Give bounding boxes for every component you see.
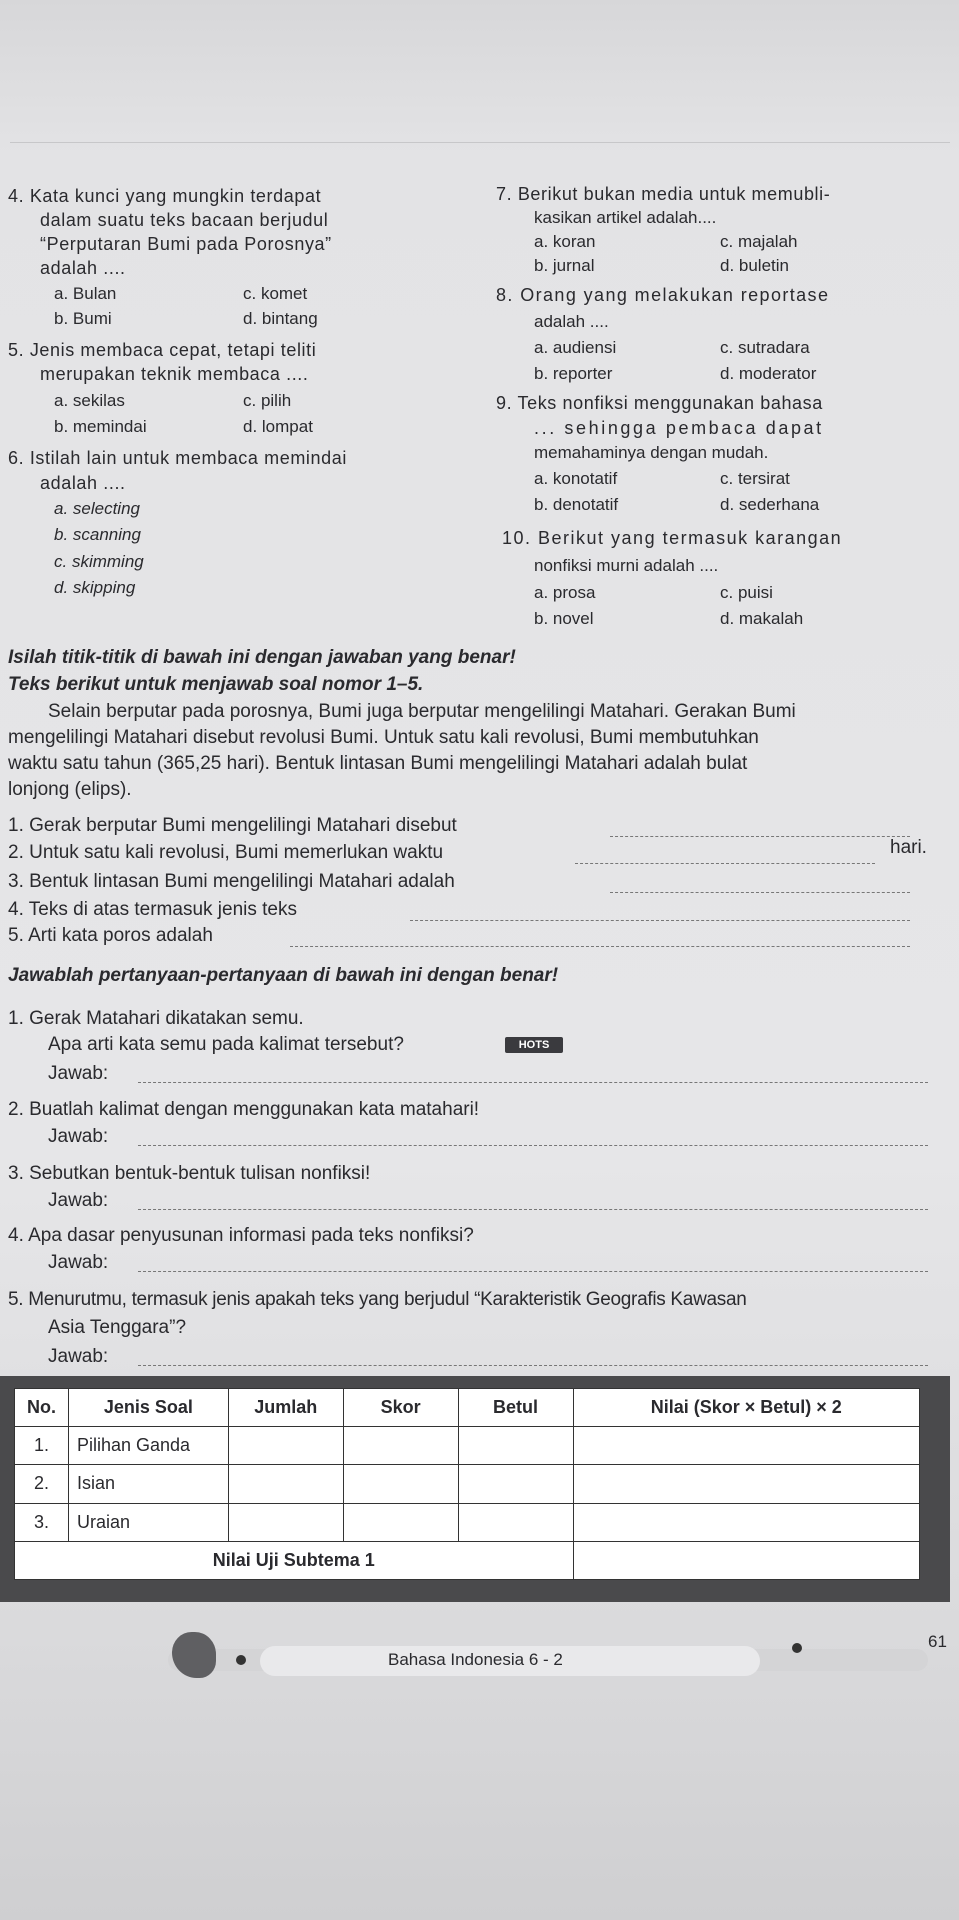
table-row <box>15 1427 920 1465</box>
page-number: 61 <box>928 1632 947 1651</box>
essay-q1-jawab-label: Jawab: <box>48 1063 109 1084</box>
q4-option-d[interactable]: d. bintang <box>243 309 318 328</box>
header-skor: Skor <box>343 1389 458 1427</box>
q10-option-d[interactable]: d. makalah <box>720 609 804 628</box>
row-2-nilai-cell[interactable] <box>573 1465 920 1503</box>
q8-option-a[interactable]: a. audiensi <box>534 338 617 357</box>
q5-line-1: 5. Jenis membaca cepat, tetapi teliti <box>8 340 317 360</box>
q4-option-a[interactable]: a. Bulan <box>54 284 117 303</box>
q7-option-a[interactable]: a. koran <box>534 232 596 251</box>
q9-line-2: ... sehingga pembaca dapat <box>534 418 824 438</box>
essay-q1-line-2: Apa arti kata semu pada kalimat tersebut? <box>48 1034 404 1055</box>
q6-option-c[interactable]: c. skimming <box>54 552 144 571</box>
q8-line-1: 8. Orang yang melakukan reportase <box>496 285 830 305</box>
essay-q1-line-1: 1. Gerak Matahari dikatakan semu. <box>8 1008 304 1029</box>
header-nilai: Nilai (Skor × Betul) × 2 <box>573 1389 920 1427</box>
q4-line-3: “Perputaran Bumi pada Porosnya” <box>40 234 332 254</box>
q9-line-1: 9. Teks nonfiksi menggunakan bahasa <box>496 393 823 413</box>
row-3-jenis: Uraian <box>68 1503 228 1541</box>
row-3-no: 3. <box>15 1503 69 1541</box>
fill-section-subheader: Teks berikut untuk menjawab soal nomor 1–5. <box>8 674 424 695</box>
q4-line-2: dalam suatu teks bacaan berjudul <box>40 210 329 230</box>
fill-item-5-answer-line[interactable] <box>290 946 910 947</box>
fill-item-3-answer-line[interactable] <box>610 892 910 893</box>
score-table-header-row <box>15 1389 920 1427</box>
q7-option-c[interactable]: c. majalah <box>720 232 798 251</box>
table-row <box>15 1465 920 1503</box>
fill-item-2-suffix: hari. <box>890 837 927 858</box>
q9-option-d[interactable]: d. sederhana <box>720 495 820 514</box>
q8-line-2: adalah .... <box>534 312 609 331</box>
essay-q5-jawab-label: Jawab: <box>48 1346 109 1367</box>
header-jumlah: Jumlah <box>228 1389 343 1427</box>
q7-line-2: kasikan artikel adalah.... <box>534 208 717 227</box>
row-2-no: 2. <box>15 1465 69 1503</box>
row-1-nilai-cell[interactable] <box>573 1427 920 1465</box>
row-2-jenis: Isian <box>68 1465 228 1503</box>
q6-line-2: adalah .... <box>40 473 126 493</box>
row-3-jumlah-cell[interactable] <box>228 1503 343 1541</box>
essay-q3-jawab-label: Jawab: <box>48 1190 109 1211</box>
row-3-nilai-cell[interactable] <box>573 1503 920 1541</box>
row-2-skor-cell[interactable] <box>343 1465 458 1503</box>
essay-q3-text: 3. Sebutkan bentuk-bentuk tulisan nonfiksi! <box>8 1163 371 1184</box>
total-label: Nilai Uji Subtema 1 <box>15 1541 574 1579</box>
fill-item-4-answer-line[interactable] <box>410 920 910 921</box>
essay-q2-answer-line[interactable] <box>138 1145 928 1146</box>
fill-item-1-answer-line[interactable] <box>610 836 910 837</box>
essay-q4-text: 4. Apa dasar penyusunan informasi pada teks nonfiksi? <box>8 1225 474 1246</box>
q4-line-1: 4. Kata kunci yang mungkin terdapat <box>8 186 322 206</box>
leaf-icon <box>172 1632 216 1678</box>
q9-option-a[interactable]: a. konotatif <box>534 469 618 488</box>
essay-q1-answer-line[interactable] <box>138 1082 928 1083</box>
q10-option-b[interactable]: b. novel <box>534 609 594 628</box>
passage-line-1: Selain berputar pada porosnya, Bumi juga berputar mengelilingi Matahari. Gerakan Bumi <box>48 701 796 722</box>
q10-line-2: nonfiksi murni adalah .... <box>534 556 719 575</box>
row-1-jumlah-cell[interactable] <box>228 1427 343 1465</box>
essay-q2-jawab-label: Jawab: <box>48 1126 109 1147</box>
row-1-skor-cell[interactable] <box>343 1427 458 1465</box>
hots-badge: HOTS <box>505 1037 563 1053</box>
table-row <box>15 1503 920 1541</box>
q4-option-c[interactable]: c. komet <box>243 284 308 303</box>
page-edge-line <box>10 142 950 143</box>
passage-line-2: mengelilingi Matahari disebut revolusi Bumi. Untuk satu kali revolusi, Bumi membutuhkan <box>8 727 759 748</box>
row-3-skor-cell[interactable] <box>343 1503 458 1541</box>
row-1-jenis: Pilihan Ganda <box>68 1427 228 1465</box>
q9-line-3: memahaminya dengan mudah. <box>534 443 769 462</box>
q8-option-b[interactable]: b. reporter <box>534 364 613 383</box>
q6-option-b[interactable]: b. scanning <box>54 525 141 544</box>
essay-q5-line-1: 5. Menurutmu, termasuk jenis apakah teks yang berjudul “Karakteristik Geografis Kawasan <box>8 1289 747 1310</box>
q10-option-a[interactable]: a. prosa <box>534 583 596 602</box>
q9-option-b[interactable]: b. denotatif <box>534 495 619 514</box>
q6-option-d[interactable]: d. skipping <box>54 578 136 597</box>
q6-option-a[interactable]: a. selecting <box>54 499 140 518</box>
essay-q3-answer-line[interactable] <box>138 1209 928 1210</box>
q9-option-c[interactable]: c. tersirat <box>720 469 790 488</box>
row-2-betul-cell[interactable] <box>458 1465 573 1503</box>
q10-option-c[interactable]: c. puisi <box>720 583 773 602</box>
essay-q2-text: 2. Buatlah kalimat dengan menggunakan kata matahari! <box>8 1099 480 1120</box>
q4-option-b[interactable]: b. Bumi <box>54 309 112 328</box>
essay-q4-answer-line[interactable] <box>138 1271 928 1272</box>
q7-option-b[interactable]: b. jurnal <box>534 256 595 275</box>
row-2-jumlah-cell[interactable] <box>228 1465 343 1503</box>
footer-dot-right <box>792 1643 802 1653</box>
total-value-cell[interactable] <box>573 1541 920 1579</box>
q5-line-2: merupakan teknik membaca .... <box>40 364 309 384</box>
header-jenis-soal: Jenis Soal <box>68 1389 228 1427</box>
essay-q5-answer-line[interactable] <box>138 1365 928 1366</box>
q8-option-c[interactable]: c. sutradara <box>720 338 810 357</box>
passage-line-4: lonjong (elips). <box>8 779 132 800</box>
q6-line-1: 6. Istilah lain untuk membaca memindai <box>8 448 347 468</box>
row-3-betul-cell[interactable] <box>458 1503 573 1541</box>
fill-item-3-text: 3. Bentuk lintasan Bumi mengelilingi Matahari adalah <box>8 871 455 892</box>
q5-option-b[interactable]: b. memindai <box>54 417 147 436</box>
fill-item-1-text: 1. Gerak berputar Bumi mengelilingi Matahari disebut <box>8 815 457 836</box>
fill-item-5-text: 5. Arti kata poros adalah <box>8 925 213 946</box>
essay-section-header: Jawablah pertanyaan-pertanyaan di bawah ini dengan benar! <box>8 965 559 986</box>
q7-line-1: 7. Berikut bukan media untuk memubli- <box>496 184 831 204</box>
header-no: No. <box>15 1389 69 1427</box>
fill-item-4-text: 4. Teks di atas termasuk jenis teks <box>8 899 297 920</box>
row-1-no: 1. <box>15 1427 69 1465</box>
essay-q5-line-2: Asia Tenggara”? <box>48 1317 187 1338</box>
q5-option-d[interactable]: d. lompat <box>243 417 313 436</box>
fill-item-2-answer-line[interactable] <box>575 863 875 864</box>
essay-q4-jawab-label: Jawab: <box>48 1252 109 1273</box>
footer-title: Bahasa Indonesia 6 - 2 <box>388 1650 563 1669</box>
q7-option-d[interactable]: d. buletin <box>720 256 789 275</box>
score-table <box>14 1388 920 1580</box>
q10-line-1: 10. Berikut yang termasuk karangan <box>502 528 843 548</box>
q5-option-c[interactable]: c. pilih <box>243 391 292 410</box>
table-total-row <box>15 1541 920 1579</box>
fill-item-2-text: 2. Untuk satu kali revolusi, Bumi memerlukan waktu <box>8 842 444 863</box>
q8-option-d[interactable]: d. moderator <box>720 364 817 383</box>
row-1-betul-cell[interactable] <box>458 1427 573 1465</box>
footer-dot-left <box>236 1655 246 1665</box>
header-betul: Betul <box>458 1389 573 1427</box>
fill-section-header: Isilah titik-titik di bawah ini dengan jawaban yang benar! <box>8 647 516 668</box>
passage-line-3: waktu satu tahun (365,25 hari). Bentuk lintasan Bumi mengelilingi Matahari adalah bulat <box>8 753 748 774</box>
q4-line-4: adalah .... <box>40 258 126 278</box>
q5-option-a[interactable]: a. sekilas <box>54 391 125 410</box>
